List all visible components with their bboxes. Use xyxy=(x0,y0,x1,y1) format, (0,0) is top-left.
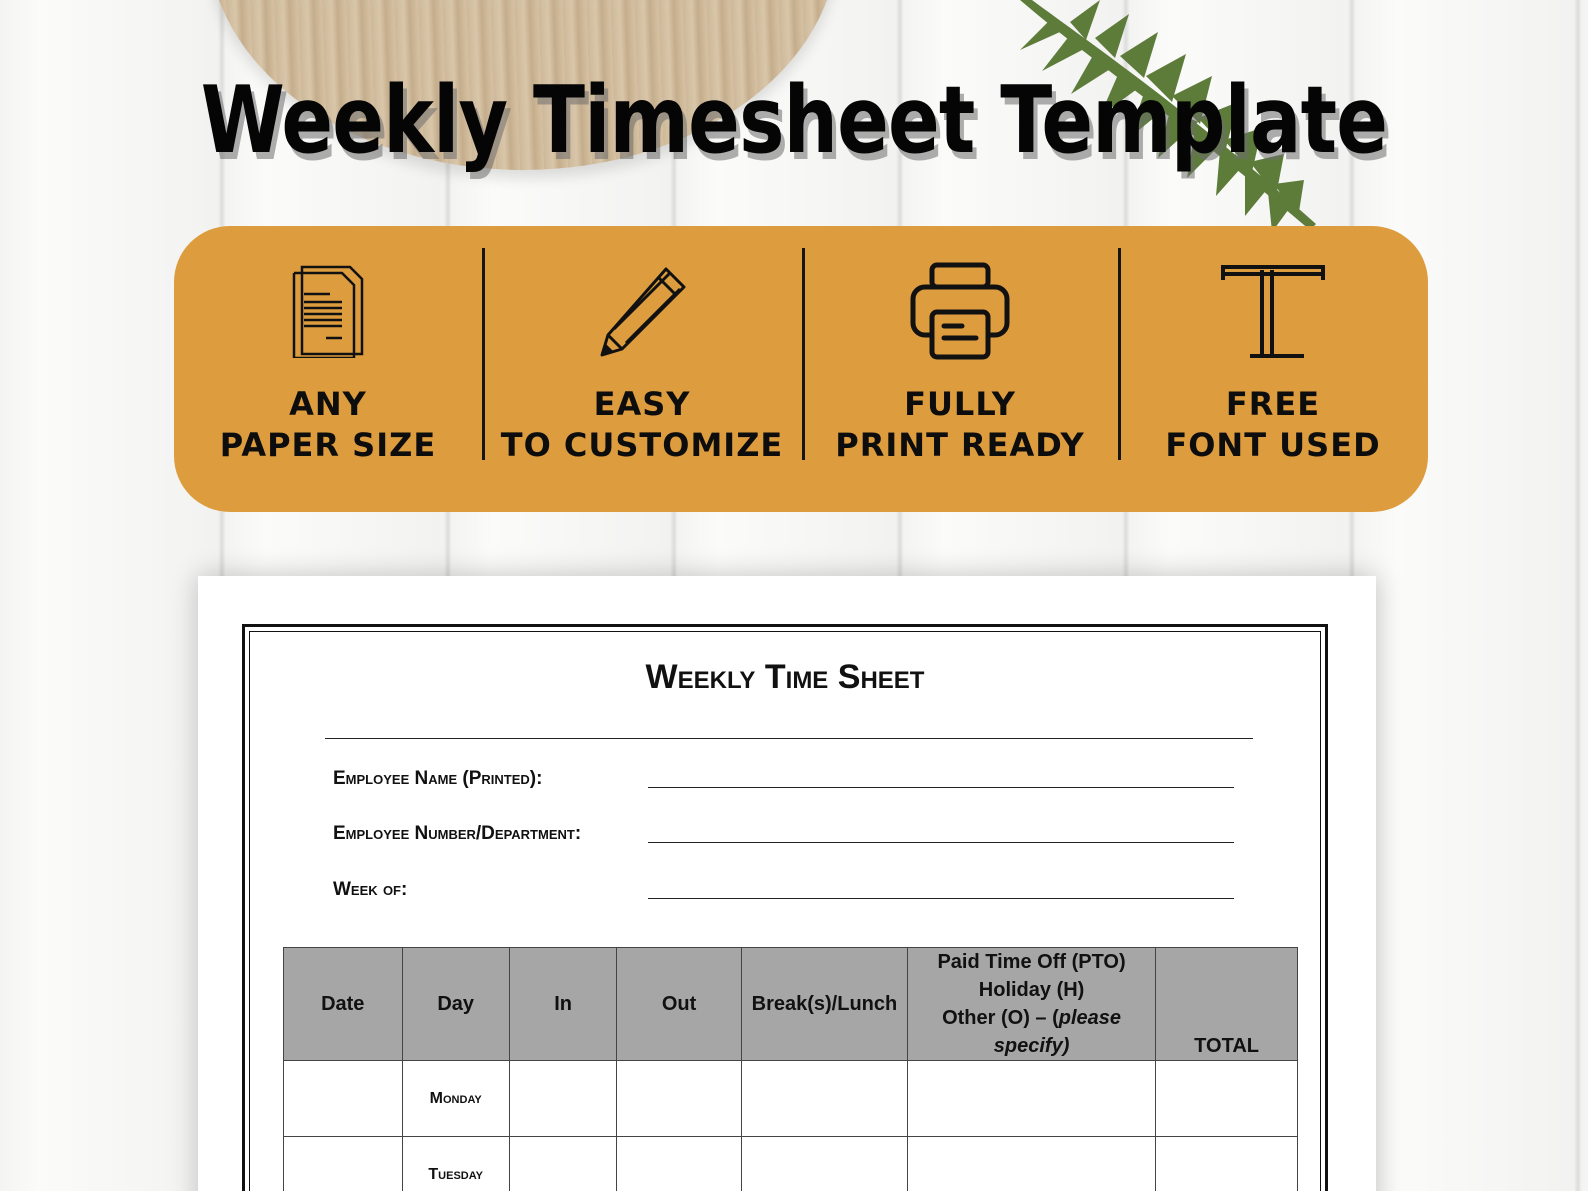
header-rule xyxy=(325,738,1253,739)
header-pto-line3 xyxy=(914,1004,1149,1032)
feature-label-line2: PAPER SIZE xyxy=(219,426,437,464)
feature-free-font-used xyxy=(1118,226,1428,512)
out-cell[interactable] xyxy=(617,1061,742,1137)
employee-number-line[interactable] xyxy=(648,842,1234,843)
in-cell[interactable] xyxy=(509,1061,616,1137)
feature-any-paper-size xyxy=(174,226,482,512)
header-in: In xyxy=(509,948,616,1061)
day-cell: Tuesday xyxy=(402,1137,509,1191)
feature-label-line2: TO CUSTOMIZE xyxy=(500,426,784,464)
table-row xyxy=(284,1137,1298,1191)
table-header-row xyxy=(284,948,1298,1061)
timesheet-table xyxy=(283,947,1298,1191)
employee-number-label: Employee Number/Department: xyxy=(333,823,582,844)
features-banner xyxy=(174,226,1428,512)
date-cell[interactable] xyxy=(284,1061,403,1137)
header-break-lunch: Break(s)/Lunch xyxy=(741,948,907,1061)
header-out: Out xyxy=(617,948,742,1061)
header-day: Day xyxy=(402,948,509,1061)
out-cell[interactable] xyxy=(617,1137,742,1191)
printer-icon xyxy=(910,262,1010,360)
pto-cell[interactable] xyxy=(907,1137,1155,1191)
week-of-line[interactable] xyxy=(648,898,1234,899)
header-pto-line3-italic: please xyxy=(1058,1007,1122,1029)
timesheet-document xyxy=(198,576,1376,1191)
week-of-label: Week of: xyxy=(333,879,408,900)
document-title: Weekly Time Sheet xyxy=(645,658,925,696)
break-cell[interactable] xyxy=(741,1137,907,1191)
document-border xyxy=(242,624,1328,1191)
feature-label-line1: FREE xyxy=(1225,385,1321,423)
feature-label-line2: PRINT READY xyxy=(835,426,1085,464)
in-cell[interactable] xyxy=(509,1137,616,1191)
break-cell[interactable] xyxy=(741,1061,907,1137)
feature-easy-to-customize xyxy=(482,226,802,512)
feature-fully-print-ready xyxy=(802,226,1118,512)
header-date: Date xyxy=(284,948,403,1061)
page-title: Weekly Timesheet Template xyxy=(200,66,1388,174)
pto-cell[interactable] xyxy=(907,1061,1155,1137)
pencil-icon xyxy=(594,263,690,359)
feature-label-line1: FULLY xyxy=(904,385,1016,423)
font-icon xyxy=(1220,262,1326,360)
header-total: TOTAL xyxy=(1156,948,1298,1061)
feature-label-line1: ANY xyxy=(289,385,367,423)
employee-name-line[interactable] xyxy=(648,787,1234,788)
header-pto-line1: Paid Time Off (PTO) xyxy=(937,951,1126,973)
header-pto xyxy=(907,948,1155,1061)
total-cell[interactable] xyxy=(1156,1061,1298,1137)
feature-label-line2: FONT USED xyxy=(1165,426,1381,464)
feature-label-line1: EASY xyxy=(593,385,691,423)
header-pto-line2: Holiday (H) xyxy=(978,979,1085,1001)
day-cell: Monday xyxy=(402,1061,509,1137)
header-pto-line3-text: Other (O) – ( xyxy=(942,1007,1059,1029)
header-pto-line4: specify) xyxy=(993,1035,1070,1057)
documents-icon xyxy=(292,264,364,358)
employee-name-label: Employee Name (Printed): xyxy=(333,768,543,789)
total-cell[interactable] xyxy=(1156,1137,1298,1191)
date-cell[interactable] xyxy=(284,1137,403,1191)
table-row xyxy=(284,1061,1298,1137)
